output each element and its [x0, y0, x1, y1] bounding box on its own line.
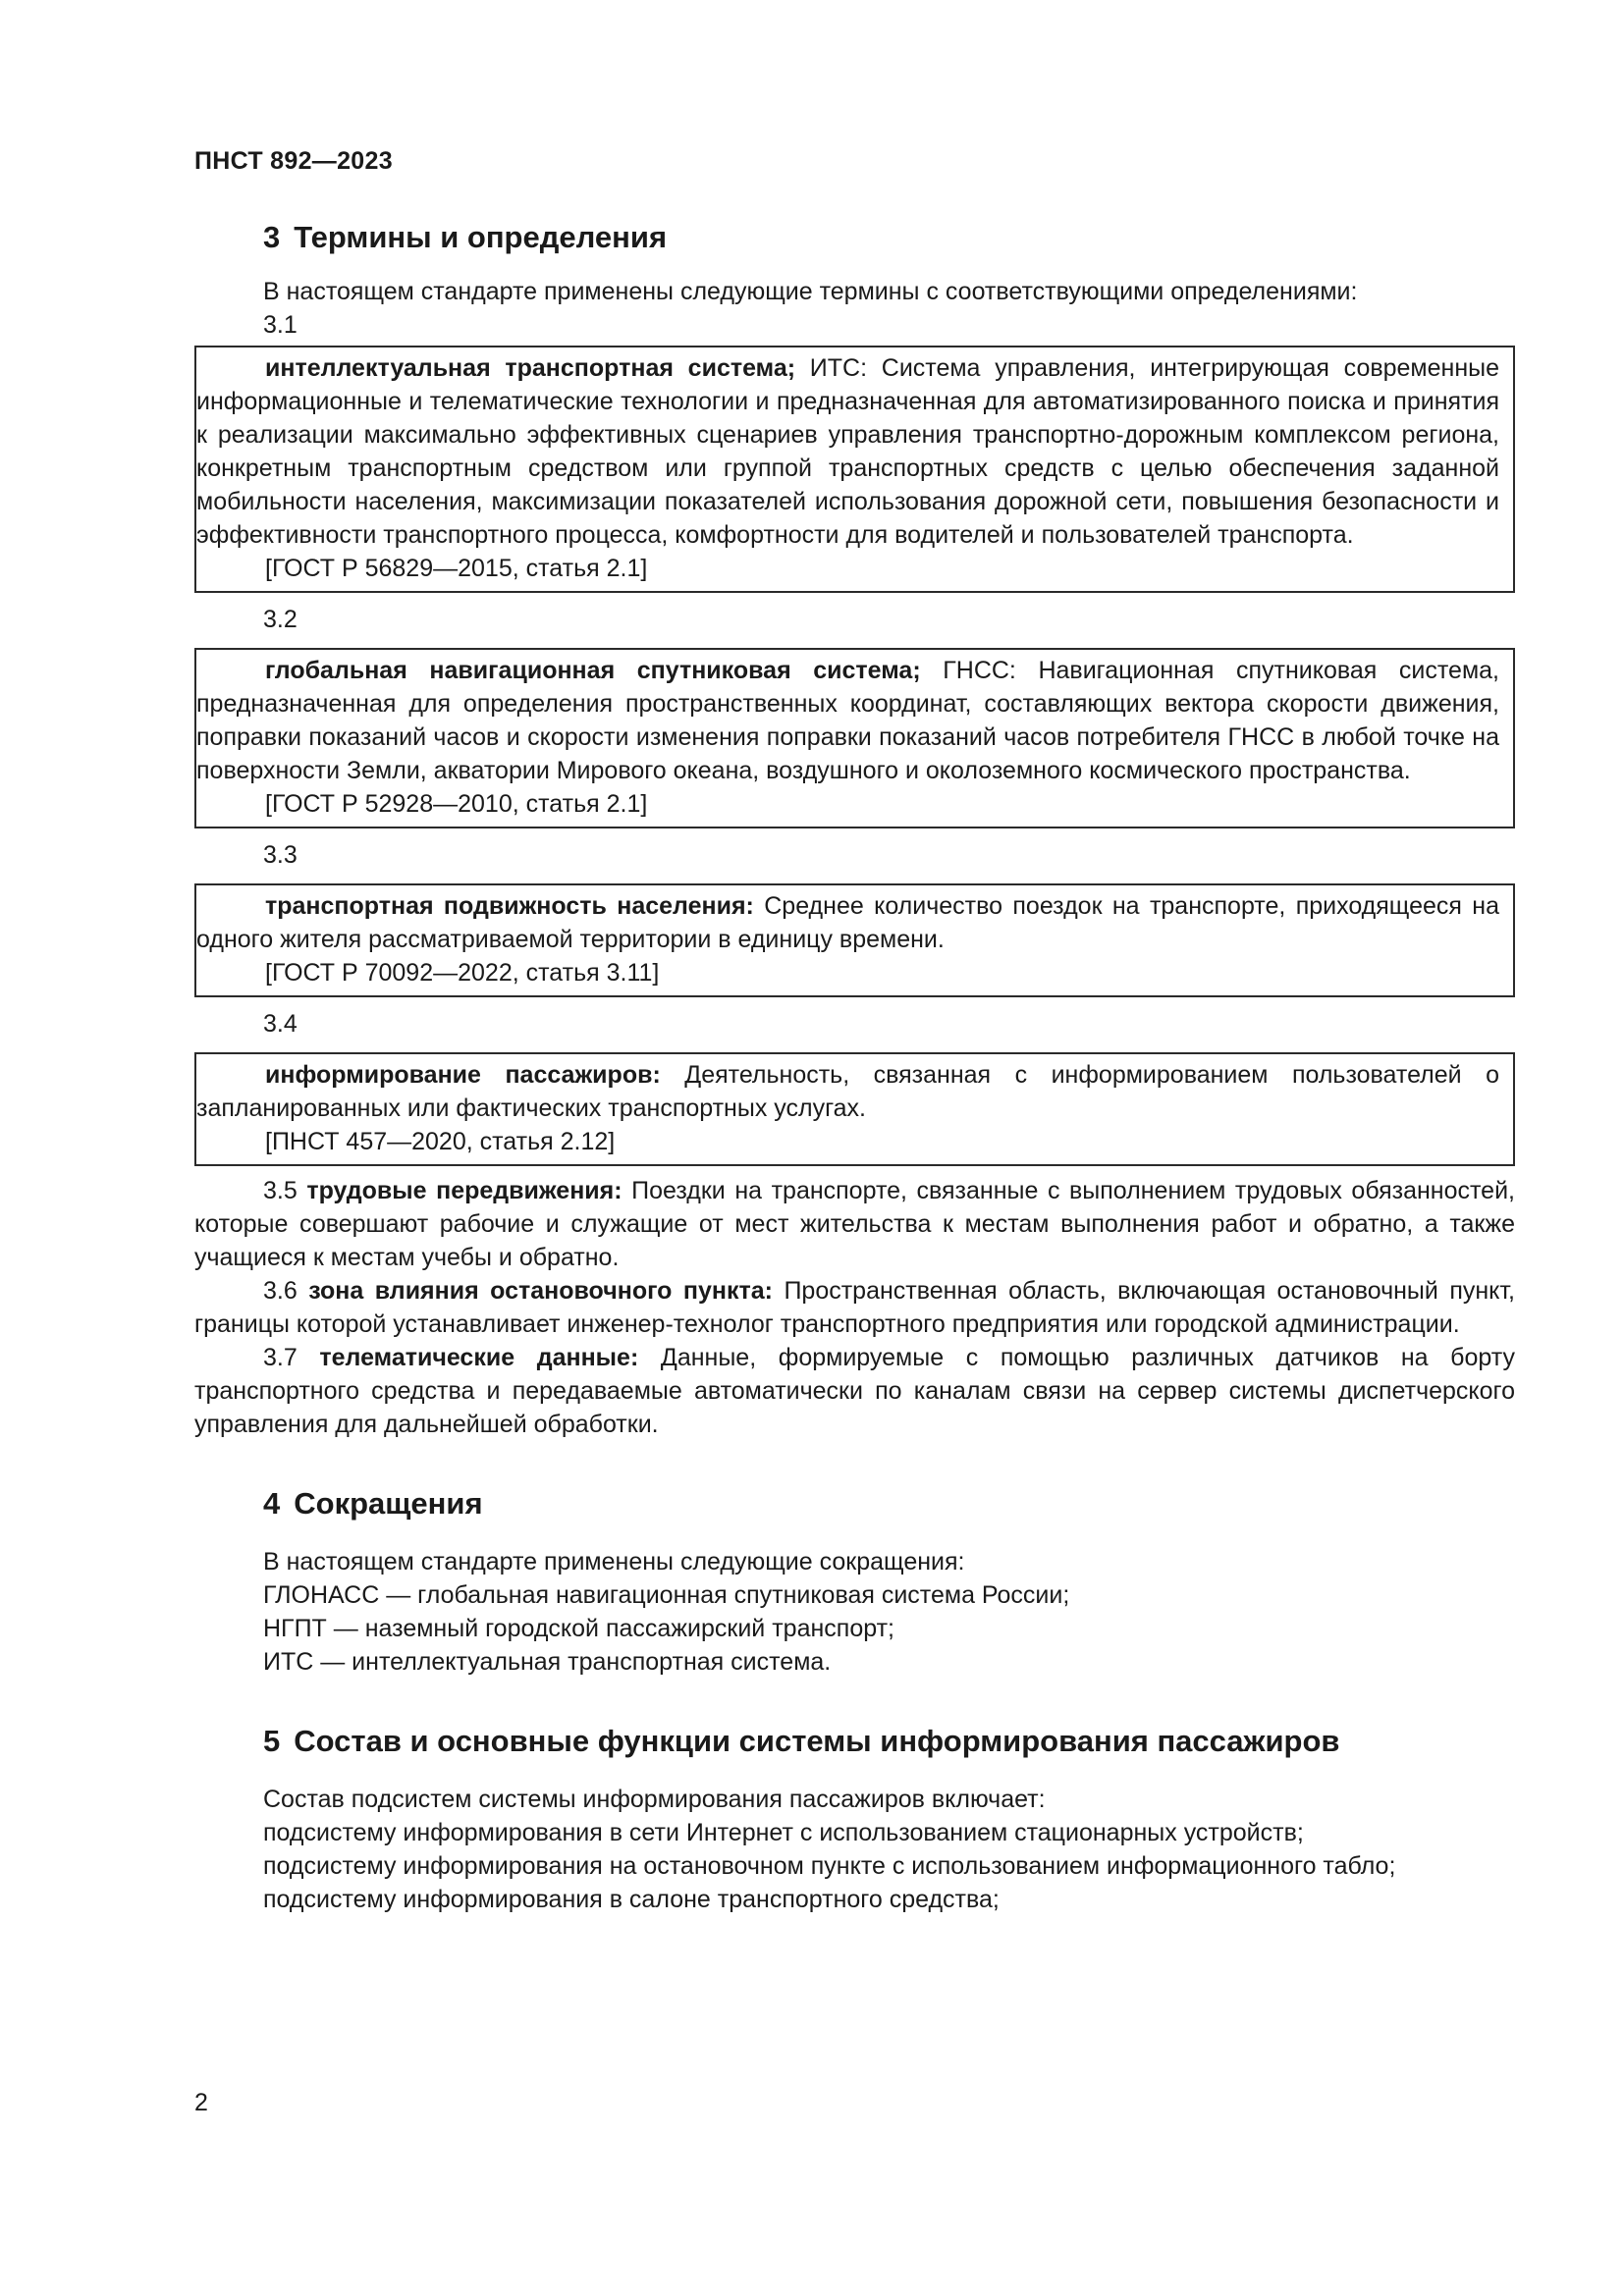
term-text: Данные, формируемые с помощью различных датчиков на борту транспортного средства и передаваемые автоматически по каналам связи на сервер системы диспетчерского управления для дальнейшей обработки.: [194, 1344, 1515, 1438]
abbreviation-item: ГЛОНАСС — глобальная навигационная спутниковая система России;: [263, 1581, 1070, 1609]
term-number: 3.3: [263, 841, 298, 869]
section-title: Термины и определения: [294, 220, 668, 254]
term-name: интеллектуальная транспортная система;: [265, 354, 796, 382]
term-name: транспортная подвижность населения:: [265, 892, 754, 920]
section-5-heading: [194, 1722, 1515, 1761]
section-3-heading: [194, 218, 1515, 257]
document-code: ПНСТ 892—2023: [194, 147, 393, 175]
term-definition: [196, 654, 1499, 787]
term-definition: [196, 889, 1499, 956]
term-source: [ГОСТ Р 56829—2015, статья 2.1]: [265, 555, 648, 582]
subsystem-item: подсистему информирования в салоне транспортного средства;: [263, 1886, 1000, 1913]
subsystem-item: подсистему информирования в сети Интернет с использованием стационарных устройств;: [263, 1819, 1304, 1846]
term-text: Пространственная область, включающая остановочный пункт, границы которой устанавливает инженер-технолог транспортного предприятия или городской администрации.: [194, 1277, 1516, 1338]
page-number: 2: [194, 2089, 208, 2116]
section-title: Состав и основные функции системы информирования пассажиров: [294, 1724, 1340, 1758]
section-4-intro: В настоящем стандарте применены следующие сокращения:: [263, 1548, 965, 1575]
term-number: 3.1: [263, 311, 298, 339]
term-number: 3.6: [263, 1277, 298, 1305]
inline-term: [194, 1174, 1515, 1274]
term-number: 3.4: [263, 1010, 298, 1038]
term-number: 3.5: [263, 1177, 298, 1204]
abbreviation-item: НГПТ — наземный городской пассажирский транспорт;: [263, 1615, 894, 1642]
section-title: Сокращения: [294, 1486, 483, 1521]
term-name: глобальная навигационная спутниковая система;: [265, 657, 921, 684]
term-box: [194, 883, 1515, 997]
term-name: информирование пассажиров:: [265, 1061, 661, 1089]
page-content: [194, 218, 1515, 1916]
term-box: [194, 1052, 1515, 1166]
term-source: [ГОСТ Р 70092—2022, статья 3.11]: [265, 959, 660, 987]
subsystem-item: подсистему информирования на остановочном пункте с использованием информационного табло;: [263, 1852, 1396, 1880]
term-name: телематические данные:: [319, 1344, 639, 1371]
term-box: [194, 346, 1515, 593]
term-name: зона влияния остановочного пункта:: [308, 1277, 773, 1305]
term-text: Поездки на транспорте, связанные с выполнением трудовых обязанностей, которые совершают рабочие и служащие от мест жительства к местам выполнения работ и обратно, а также учащиеся к местам учебы и обратно.: [194, 1177, 1515, 1271]
term-text: Деятельность, связанная с информированием пользователей о запланированных или фактических транспортных услугах.: [196, 1061, 1499, 1122]
section-5-intro: Состав подсистем системы информирования пассажиров включает:: [263, 1786, 1046, 1813]
term-number: 3.2: [263, 606, 298, 633]
term-name: трудовые передвижения:: [306, 1177, 623, 1204]
term-source: [ПНСТ 457—2020, статья 2.12]: [265, 1128, 616, 1155]
term-box: [194, 648, 1515, 828]
section-number: 4: [263, 1486, 281, 1521]
term-text: Среднее количество поездок на транспорте, приходящееся на одного жителя рассматриваемой территории в единицу времени.: [196, 892, 1499, 953]
term-definition: [196, 1058, 1499, 1125]
term-number: 3.7: [263, 1344, 298, 1371]
term-source: [ГОСТ Р 52928—2010, статья 2.1]: [265, 790, 648, 818]
inline-term: [194, 1341, 1515, 1441]
inline-term: [194, 1274, 1515, 1341]
term-text: ИТС: Система управления, интегрирующая современные информационные и телематические технологии и предназначенная для автоматизированного поиска и принятия к реализации максимально эффективных сценариев управления транспортно-дорожным комплексом региона, конкретным транспортным средством или группой транспортных средств с целью обеспечения заданной мобильности населения, максимизации показателей использования дорожной сети, повышения безопасности и эффективности транспортного процесса, комфортности для водителей и пользователей транспорта.: [196, 354, 1500, 549]
section-4-heading: [194, 1484, 1515, 1523]
section-number: 5: [263, 1724, 281, 1758]
section-3-intro: В настоящем стандарте применены следующие термины с соответствующими определениями:: [263, 278, 1358, 305]
term-text: ГНСС: Навигационная спутниковая система, предназначенная для определения пространственных координат, составляющих вектора скорости движения, поправки показаний часов и скорости изменения поправки показаний часов потребителя ГНСС в любой точке на поверхности Земли, акватории Мирового океана, воздушного и околоземного космического пространства.: [196, 657, 1499, 784]
section-number: 3: [263, 220, 281, 254]
term-definition: [196, 351, 1499, 552]
abbreviation-item: ИТС — интеллектуальная транспортная система.: [263, 1648, 832, 1676]
